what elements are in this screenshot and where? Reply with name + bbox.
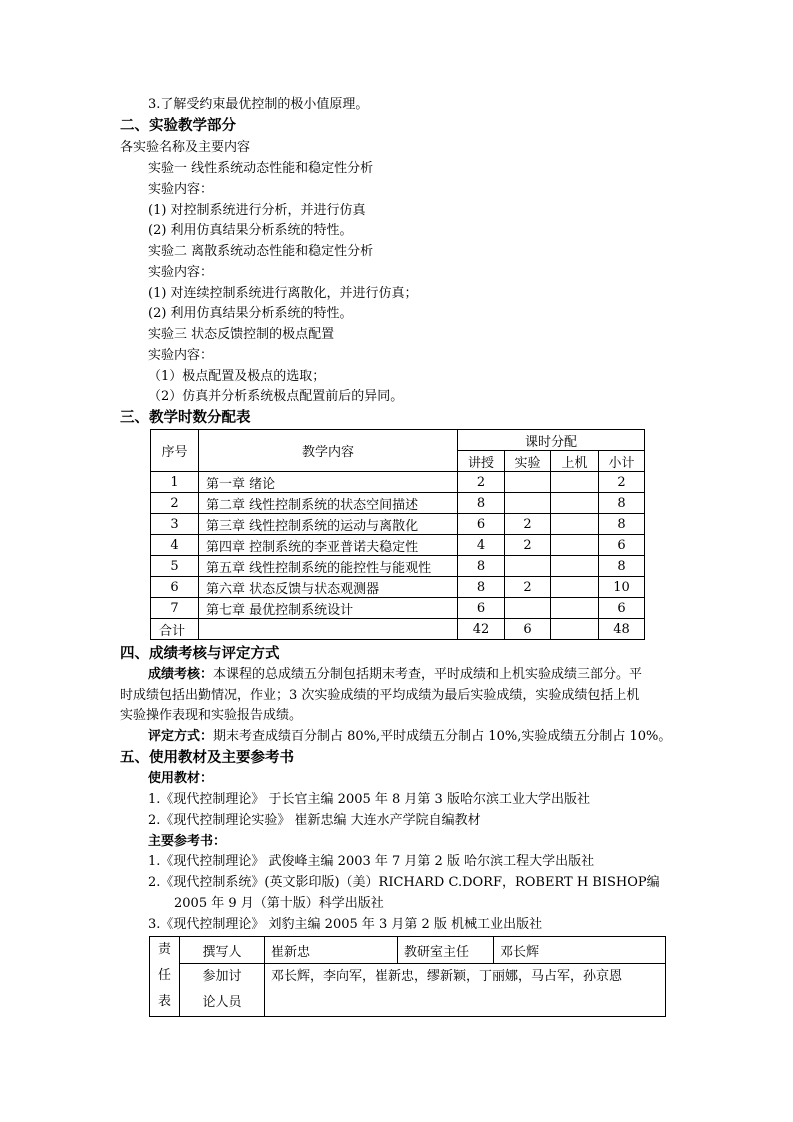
experiment-2-item: (1) 对连续控制系统进行离散化，并进行仿真； xyxy=(148,286,418,301)
reference-label: 主要参考书： xyxy=(148,834,227,849)
total-subtotal: 48 xyxy=(599,619,645,640)
cell-subtotal: 8 xyxy=(599,493,645,514)
cell-subtotal: 6 xyxy=(599,598,645,619)
cell-content: 第一章 绪论 xyxy=(199,472,458,493)
grading-text: 期末考查成绩百分制占 80%,平时成绩五分制占 10%,实验成绩五分制占 10%。 xyxy=(213,729,672,744)
cell-lecture: 8 xyxy=(458,493,505,514)
director-value: 邓长辉 xyxy=(494,937,666,964)
section-3-title: 三、教学时数分配表 xyxy=(120,410,251,426)
experiment-1-item: (1) 对控制系统进行分析，并进行仿真 xyxy=(148,203,366,218)
section-2-intro: 各实验名称及主要内容 xyxy=(120,140,251,155)
cell-machine xyxy=(551,535,599,556)
cell-subtotal: 2 xyxy=(599,472,645,493)
participants-label: 参加讨 论人员 xyxy=(180,964,265,1017)
goal-3: 3.了解受约束最优控制的极小值原理。 xyxy=(148,97,369,112)
cell-machine xyxy=(551,472,599,493)
assessment-paragraph-line: 实验操作表现和实验报告成绩。 xyxy=(120,708,303,723)
experiment-2-item: (2) 利用仿真结果分析系统的特性。 xyxy=(148,306,353,321)
cell-machine xyxy=(551,577,599,598)
cell-lecture: 4 xyxy=(458,535,505,556)
assessment-text: 本课程的总成绩五分制包括期末考查，平时成绩和上机实验成绩三部分。平 xyxy=(213,667,643,682)
cell-machine xyxy=(551,556,599,577)
cell-lab: 2 xyxy=(505,514,551,535)
cell-no: 2 xyxy=(151,493,199,514)
cell-machine xyxy=(551,514,599,535)
section-2-title: 二、实验教学部分 xyxy=(120,118,236,134)
cell-lab xyxy=(505,598,551,619)
cell-lecture: 2 xyxy=(458,472,505,493)
header-no: 序号 xyxy=(151,430,199,472)
table-row xyxy=(151,493,645,514)
responsibility-table xyxy=(149,936,666,1017)
cell-lecture: 6 xyxy=(458,514,505,535)
cell-lab xyxy=(505,493,551,514)
cell-content: 第二章 线性控制系统的状态空间描述 xyxy=(199,493,458,514)
header-lab: 实验 xyxy=(505,451,551,472)
cell-content: 第七章 最优控制系统设计 xyxy=(199,598,458,619)
cell-no: 6 xyxy=(151,577,199,598)
author-value: 崔新忠 xyxy=(265,937,398,964)
cell-subtotal: 8 xyxy=(599,556,645,577)
director-label: 教研室主任 xyxy=(398,937,494,964)
cell-no: 1 xyxy=(151,472,199,493)
cell-subtotal: 10 xyxy=(599,577,645,598)
total-machine xyxy=(551,619,599,640)
cell-no: 7 xyxy=(151,598,199,619)
cell-no: 5 xyxy=(151,556,199,577)
reference-item: 1.《现代控制理论》 武俊峰主编 2003 年 7 月第 2 版 哈尔滨工程大学出版社 xyxy=(148,854,595,869)
experiment-3-content-label: 实验内容： xyxy=(148,348,214,363)
header-subtotal: 小计 xyxy=(599,451,645,472)
reference-item: 3.《现代控制理论》 刘豹主编 2005 年 3 月第 2 版 机械工业出版社 xyxy=(148,917,543,932)
cell-lab: 2 xyxy=(505,577,551,598)
cell-no: 3 xyxy=(151,514,199,535)
experiment-1-content-label: 实验内容： xyxy=(148,182,214,197)
cell-lab: 2 xyxy=(505,535,551,556)
cell-lab xyxy=(505,472,551,493)
cell-lecture: 6 xyxy=(458,598,505,619)
experiment-1-name: 实验一 线性系统动态性能和稳定性分析 xyxy=(148,161,374,176)
hours-table xyxy=(150,429,645,640)
section-4-title: 四、成绩考核与评定方式 xyxy=(120,646,280,662)
cell-content: 第三章 线性控制系统的运动与离散化 xyxy=(199,514,458,535)
total-content xyxy=(199,619,458,640)
table-row xyxy=(151,514,645,535)
responsibility-table-label: 责 任 表 xyxy=(150,937,180,1017)
cell-subtotal: 8 xyxy=(599,514,645,535)
textbook-item: 2.《现代控制理论实验》 崔新忠编 大连水产学院自编教材 xyxy=(148,813,481,828)
assessment-paragraph-line: 时成绩包括出勤情况，作业；3 次实验成绩的平均成绩为最后实验成绩，实验成绩包括上机 xyxy=(120,688,640,703)
table-row xyxy=(151,472,645,493)
grading-line xyxy=(148,728,671,746)
table-row xyxy=(151,598,645,619)
participants-value: 邓长辉，李向军，崔新忠，缪新颖，丁丽娜，马占军，孙京恩 xyxy=(265,964,666,1017)
experiment-2-name: 实验二 离散系统动态性能和稳定性分析 xyxy=(148,244,374,259)
cell-lecture: 8 xyxy=(458,577,505,598)
textbook-item: 1.《现代控制理论》 于长官主编 2005 年 8 月第 3 版哈尔滨工业大学出版社 xyxy=(148,792,590,807)
table-row xyxy=(151,535,645,556)
cell-machine xyxy=(551,598,599,619)
author-label: 撰写人 xyxy=(180,937,265,964)
cell-subtotal: 6 xyxy=(599,535,645,556)
experiment-3-name: 实验三 状态反馈控制的极点配置 xyxy=(148,327,335,342)
cell-lab xyxy=(505,556,551,577)
cell-no: 4 xyxy=(151,535,199,556)
total-row xyxy=(151,619,645,640)
section-5-title: 五、使用教材及主要参考书 xyxy=(120,750,294,766)
experiment-2-content-label: 实验内容： xyxy=(148,265,214,280)
header-content: 教学内容 xyxy=(199,430,458,472)
textbook-label: 使用教材： xyxy=(148,771,214,786)
header-hours: 课时分配 xyxy=(458,430,645,451)
header-lecture: 讲授 xyxy=(458,451,505,472)
header-machine: 上机 xyxy=(551,451,599,472)
table-row xyxy=(151,556,645,577)
total-label: 合计 xyxy=(151,619,199,640)
experiment-3-item: （2）仿真并分析系统极点配置前后的异同。 xyxy=(148,389,404,404)
experiment-1-item: (2) 利用仿真结果分析系统的特性。 xyxy=(148,223,353,238)
experiment-3-item: （1）极点配置及极点的选取； xyxy=(148,369,326,384)
cell-machine xyxy=(551,493,599,514)
assessment-label: 成绩考核： xyxy=(148,667,214,682)
cell-content: 第四章 控制系统的李亚普诺夫稳定性 xyxy=(199,535,458,556)
cell-lecture: 8 xyxy=(458,556,505,577)
cell-content: 第六章 状态反馈与状态观测器 xyxy=(199,577,458,598)
table-row xyxy=(151,577,645,598)
cell-content: 第五章 线性控制系统的能控性与能观性 xyxy=(199,556,458,577)
grading-label: 评定方式： xyxy=(148,729,214,744)
reference-item-continued: 2005 年 9 月（第十版）科学出版社 xyxy=(174,896,384,911)
total-lab: 6 xyxy=(505,619,551,640)
reference-item: 2.《现代控制系统》(英文影印版)（美）RICHARD C.DORF，ROBERT H BISHOP编 xyxy=(148,875,660,890)
total-lecture: 42 xyxy=(458,619,505,640)
assessment-paragraph-line xyxy=(148,666,642,684)
